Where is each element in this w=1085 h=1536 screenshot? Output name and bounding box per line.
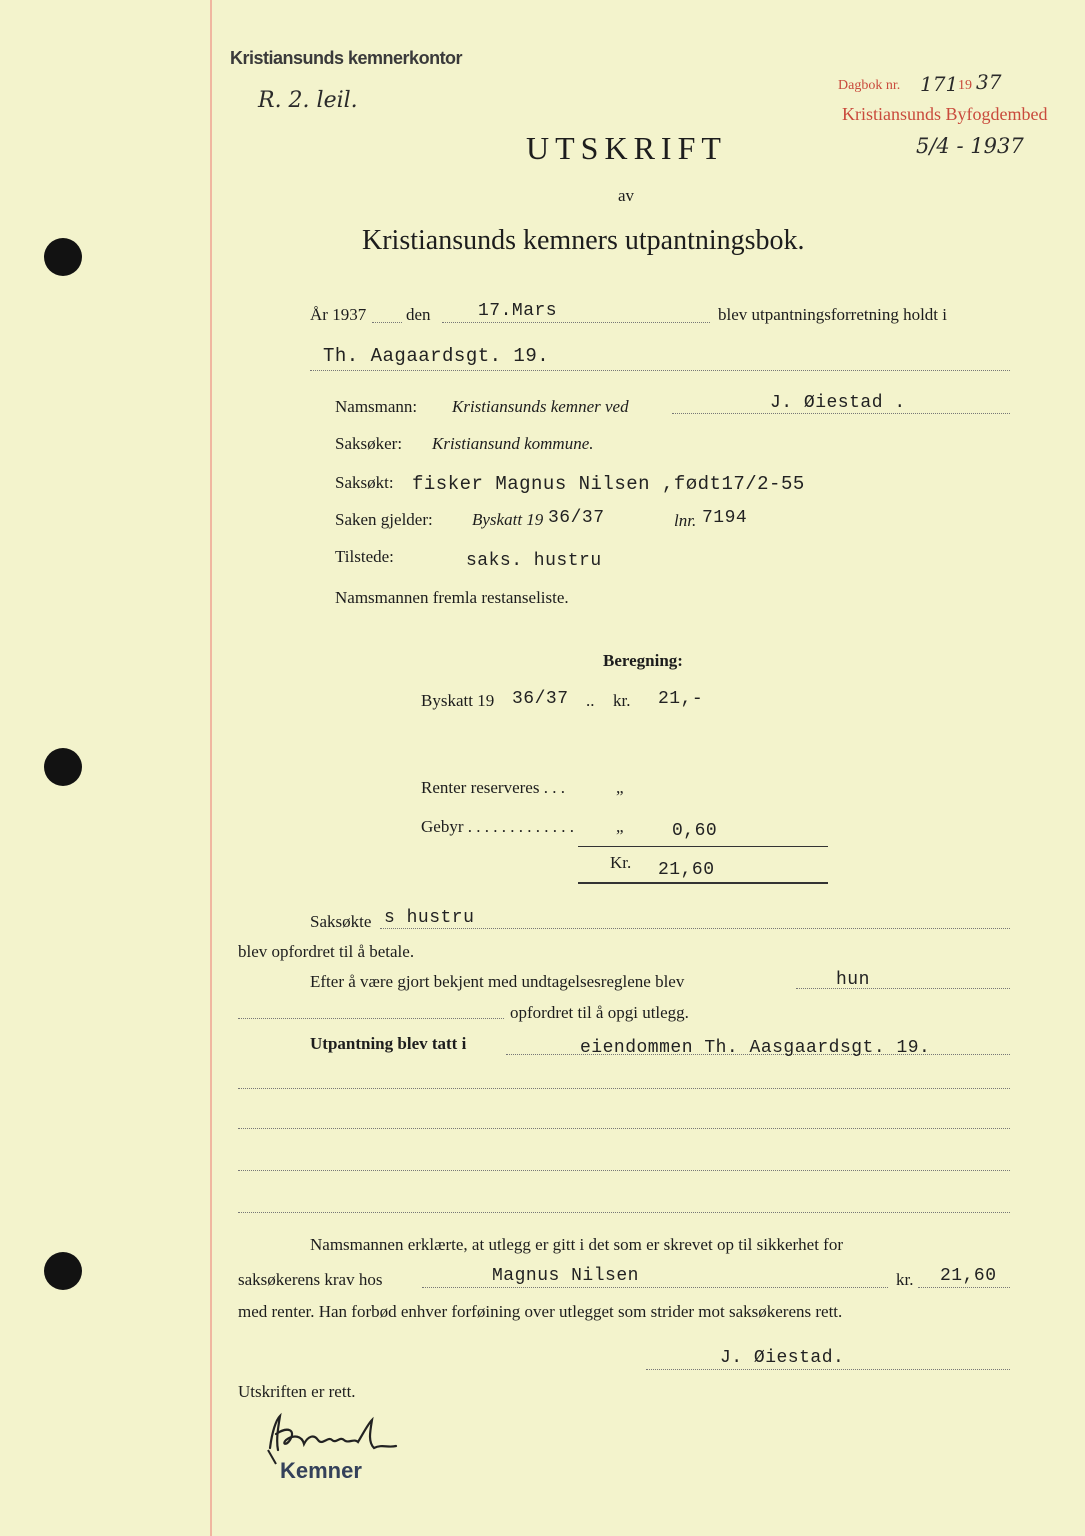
dotted-line: [442, 322, 710, 323]
dotted-line: [238, 1212, 1010, 1213]
location-value: Th. Aagaardsgt. 19.: [323, 345, 550, 367]
saksokte-value: s hustru: [384, 908, 475, 928]
dotted-line: [380, 928, 1010, 929]
punch-hole-top: [44, 238, 82, 276]
dagbok-year-prefix: 19: [958, 78, 972, 93]
saken-value: Byskatt 19: [472, 510, 544, 529]
krav-label: saksøkerens krav hos: [238, 1270, 383, 1289]
saksoker-label: Saksøker:: [335, 434, 403, 453]
dagbok-number: 171: [920, 72, 959, 96]
dotted-line: [238, 1018, 504, 1019]
erklaerte-text: Namsmannen erklærte, at utlegg er gitt i det som er skrevet op til sikkerhet for: [310, 1235, 843, 1254]
total-label: Kr.: [610, 853, 632, 872]
restanse-text: Namsmannen fremla restanseliste.: [335, 588, 569, 607]
kemner-stamp: Kemner: [280, 1458, 362, 1483]
tilstede-value: saks. hustru: [466, 551, 602, 571]
saken-label: Saken gjelder:: [335, 510, 433, 529]
krav-kr: kr.: [896, 1270, 914, 1289]
byskatt-dots: ..: [586, 691, 595, 710]
signed-name: J. Øiestad.: [720, 1348, 845, 1368]
opgi-text: opfordret til å opgi utlegg.: [510, 1003, 689, 1022]
namsmann-value: Kristiansunds kemner ved: [452, 397, 629, 416]
sum-rule: [578, 846, 828, 847]
margin-line: [210, 0, 212, 1536]
utpantning-value: eiendommen Th. Aasgaardsgt. 19.: [580, 1038, 931, 1058]
dotted-line: [646, 1369, 1010, 1370]
byskatt-kr: kr.: [613, 691, 631, 710]
dotted-line: [796, 988, 1010, 989]
saksokt-value: fisker Magnus Nilsen ,født17/2-55: [412, 473, 805, 495]
handwritten-date: 5/4 - 1937: [916, 134, 1024, 158]
tilstede-label: Tilstede:: [335, 547, 394, 566]
dotted-line: [238, 1170, 1010, 1171]
saken-lnr-label: lnr.: [674, 511, 697, 530]
renter-label: Renter reserveres . . .: [421, 778, 565, 797]
beregning-heading: Beregning:: [603, 651, 683, 670]
total-amount: 21,60: [658, 860, 715, 880]
gebyr-ditto: „: [616, 817, 624, 836]
saksokte-label: Saksøkte: [310, 912, 372, 931]
title-av: av: [618, 186, 635, 205]
efter-text: Efter å være gjort bekjent med undtagelsesreglene blev: [310, 972, 685, 991]
book-title: Kristiansunds kemners utpantningsbok.: [362, 225, 805, 256]
namsmann-person: J. Øiestad .: [770, 393, 906, 413]
dotted-line: [672, 413, 1010, 414]
dotted-line: [238, 1088, 1010, 1089]
dagbok-year-suffix: 37: [976, 70, 1002, 94]
krav-name: Magnus Nilsen: [492, 1266, 639, 1286]
namsmann-label: Namsmann:: [335, 397, 418, 416]
office-stamp: Kristiansunds kemnerkontor: [230, 48, 463, 68]
renter-text: med renter. Han forbød enhver forføining over utlegget som strider mot saksøkerens rett.: [238, 1302, 843, 1321]
dotted-line: [918, 1287, 1010, 1288]
dotted-line: [372, 322, 402, 323]
document-title: UTSKRIFT: [526, 130, 727, 166]
dagbok-label: Dagbok nr.: [838, 78, 901, 93]
held-label: blev utpantningsforretning holdt i: [718, 305, 947, 324]
dotted-line: [422, 1287, 888, 1288]
saken-year: 36/37: [548, 508, 605, 528]
dotted-line: [238, 1128, 1010, 1129]
punch-hole-bottom: [44, 1252, 82, 1290]
byskatt-amount: 21,-: [658, 689, 704, 709]
gebyr-amount: 0,60: [672, 821, 718, 841]
den-label: den: [406, 305, 431, 324]
byskatt-year: 36/37: [512, 689, 569, 709]
efter-value: hun: [836, 970, 870, 990]
handwritten-note: R. 2. leil.: [258, 88, 358, 113]
utpantning-label: Utpantning blev tatt i: [310, 1034, 467, 1053]
byskatt-label: Byskatt 19: [421, 691, 495, 710]
saksoker-value: Kristiansund kommune.: [432, 434, 594, 453]
gebyr-label: Gebyr . . . . . . . . . . . . .: [421, 817, 574, 836]
betale-text: blev opfordret til å betale.: [238, 942, 415, 961]
saken-lnr-value: 7194: [702, 508, 748, 528]
total-rule: [578, 882, 828, 884]
dotted-line: [310, 370, 1010, 371]
rett-text: Utskriften er rett.: [238, 1382, 356, 1401]
court-stamp: Kristiansunds Byfogdembed: [842, 104, 1048, 124]
punch-hole-middle: [44, 748, 82, 786]
date-value: 17.Mars: [478, 301, 558, 321]
krav-amount: 21,60: [940, 1266, 997, 1286]
renter-ditto: „: [616, 778, 624, 797]
saksokt-label: Saksøkt:: [335, 473, 394, 492]
year-label: År 1937: [310, 305, 367, 324]
